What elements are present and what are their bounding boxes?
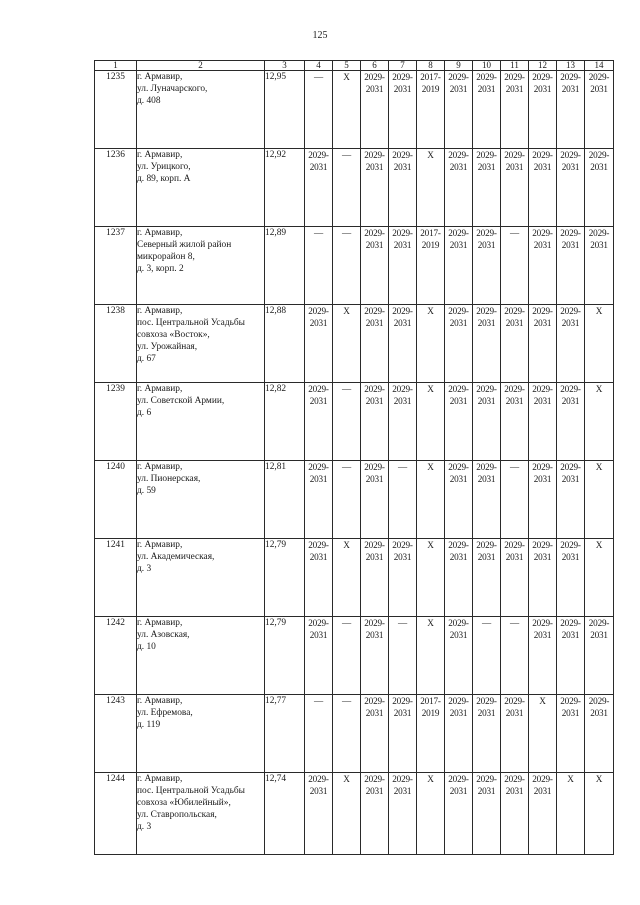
table-row: [95, 383, 614, 461]
record-number-cell: 1239: [95, 383, 137, 461]
period-cell-14: 2029- 2031: [585, 695, 614, 773]
housing-repair-table: [94, 60, 614, 855]
column-number: 8: [417, 61, 445, 71]
period-cell-4: 2029- 2031: [305, 149, 333, 227]
period-cell-14: X: [585, 539, 614, 617]
period-cell-13: 2029- 2031: [557, 227, 585, 305]
period-cell-13: 2029- 2031: [557, 71, 585, 149]
record-number-cell: 1244: [95, 773, 137, 855]
period-cell-9: 2029- 2031: [445, 305, 473, 383]
period-cell-4: 2029- 2031: [305, 617, 333, 695]
period-cell-9: 2029- 2031: [445, 617, 473, 695]
period-cell-12: 2029- 2031: [529, 773, 557, 855]
period-cell-12: 2029- 2031: [529, 149, 557, 227]
period-cell-7: 2029- 2031: [389, 305, 417, 383]
period-cell-14: X: [585, 305, 614, 383]
period-cell-11: —: [501, 227, 529, 305]
period-cell-9: 2029- 2031: [445, 149, 473, 227]
period-cell-12: X: [529, 695, 557, 773]
period-cell-5: X: [333, 71, 361, 149]
period-cell-7: 2029- 2031: [389, 149, 417, 227]
period-cell-8: X: [417, 461, 445, 539]
period-cell-7: 2029- 2031: [389, 695, 417, 773]
area-cell: 12,82: [265, 383, 305, 461]
area-cell: 12,79: [265, 539, 305, 617]
column-number: 1: [95, 61, 137, 71]
period-cell-10: 2029- 2031: [473, 149, 501, 227]
address-cell: г. Армавир, ул. Академическая, д. 3: [137, 539, 265, 617]
period-cell-8: X: [417, 539, 445, 617]
period-cell-9: 2029- 2031: [445, 773, 473, 855]
period-cell-8: X: [417, 149, 445, 227]
period-cell-4: 2029- 2031: [305, 305, 333, 383]
address-cell: г. Армавир, ул. Луначарского, д. 408: [137, 71, 265, 149]
area-cell: 12,92: [265, 149, 305, 227]
period-cell-9: 2029- 2031: [445, 461, 473, 539]
period-cell-9: 2029- 2031: [445, 383, 473, 461]
column-number: 10: [473, 61, 501, 71]
address-cell: г. Армавир, ул. Урицкого, д. 89, корп. А: [137, 149, 265, 227]
column-number: 14: [585, 61, 614, 71]
period-cell-6: 2029- 2031: [361, 617, 389, 695]
period-cell-7: —: [389, 617, 417, 695]
period-cell-12: 2029- 2031: [529, 71, 557, 149]
period-cell-14: 2029- 2031: [585, 227, 614, 305]
period-cell-5: —: [333, 227, 361, 305]
period-cell-6: 2029- 2031: [361, 539, 389, 617]
table-row: [95, 149, 614, 227]
period-cell-14: 2029- 2031: [585, 71, 614, 149]
period-cell-4: 2029- 2031: [305, 461, 333, 539]
column-number: 7: [389, 61, 417, 71]
period-cell-11: —: [501, 617, 529, 695]
period-cell-13: 2029- 2031: [557, 305, 585, 383]
period-cell-5: —: [333, 149, 361, 227]
period-cell-11: 2029- 2031: [501, 695, 529, 773]
address-cell: г. Армавир, ул. Ефремова, д. 119: [137, 695, 265, 773]
period-cell-6: 2029- 2031: [361, 305, 389, 383]
period-cell-4: —: [305, 695, 333, 773]
period-cell-9: 2029- 2031: [445, 227, 473, 305]
period-cell-6: 2029- 2031: [361, 71, 389, 149]
period-cell-6: 2029- 2031: [361, 149, 389, 227]
area-cell: 12,88: [265, 305, 305, 383]
period-cell-6: 2029- 2031: [361, 773, 389, 855]
area-cell: 12,81: [265, 461, 305, 539]
period-cell-4: 2029- 2031: [305, 773, 333, 855]
address-cell: г. Армавир, пос. Центральной Усадьбы совхоза «Восток», ул. Урожайная, д. 67: [137, 305, 265, 383]
period-cell-8: X: [417, 773, 445, 855]
period-cell-5: X: [333, 773, 361, 855]
period-cell-10: 2029- 2031: [473, 773, 501, 855]
period-cell-7: 2029- 2031: [389, 539, 417, 617]
period-cell-13: 2029- 2031: [557, 617, 585, 695]
period-cell-6: 2029- 2031: [361, 227, 389, 305]
period-cell-10: 2029- 2031: [473, 539, 501, 617]
period-cell-13: 2029- 2031: [557, 383, 585, 461]
period-cell-14: X: [585, 383, 614, 461]
period-cell-13: X: [557, 773, 585, 855]
record-number-cell: 1243: [95, 695, 137, 773]
period-cell-6: 2029- 2031: [361, 695, 389, 773]
column-number: 3: [265, 61, 305, 71]
table-row: [95, 227, 614, 305]
period-cell-13: 2029- 2031: [557, 461, 585, 539]
period-cell-6: 2029- 2031: [361, 383, 389, 461]
period-cell-8: 2017- 2019: [417, 227, 445, 305]
period-cell-10: 2029- 2031: [473, 383, 501, 461]
period-cell-5: X: [333, 539, 361, 617]
record-number-cell: 1238: [95, 305, 137, 383]
record-number-cell: 1242: [95, 617, 137, 695]
column-number: 4: [305, 61, 333, 71]
period-cell-14: 2029- 2031: [585, 617, 614, 695]
period-cell-9: 2029- 2031: [445, 695, 473, 773]
area-cell: 12,74: [265, 773, 305, 855]
period-cell-7: 2029- 2031: [389, 383, 417, 461]
period-cell-11: 2029- 2031: [501, 383, 529, 461]
period-cell-4: 2029- 2031: [305, 383, 333, 461]
area-cell: 12,95: [265, 71, 305, 149]
address-cell: г. Армавир, Северный жилой район микрорайон 8, д. 3, корп. 2: [137, 227, 265, 305]
record-number-cell: 1240: [95, 461, 137, 539]
period-cell-8: X: [417, 617, 445, 695]
period-cell-4: —: [305, 227, 333, 305]
page-number: 125: [312, 30, 328, 41]
period-cell-12: 2029- 2031: [529, 461, 557, 539]
address-cell: г. Армавир, ул. Азовская, д. 10: [137, 617, 265, 695]
period-cell-10: 2029- 2031: [473, 227, 501, 305]
table-row: [95, 539, 614, 617]
table-row: [95, 617, 614, 695]
period-cell-13: 2029- 2031: [557, 695, 585, 773]
period-cell-12: 2029- 2031: [529, 305, 557, 383]
record-number-cell: 1241: [95, 539, 137, 617]
period-cell-5: X: [333, 305, 361, 383]
column-number: 12: [529, 61, 557, 71]
period-cell-11: 2029- 2031: [501, 539, 529, 617]
period-cell-10: 2029- 2031: [473, 461, 501, 539]
period-cell-7: 2029- 2031: [389, 773, 417, 855]
column-number-row: [95, 61, 614, 71]
table-row: [95, 71, 614, 149]
period-cell-12: 2029- 2031: [529, 383, 557, 461]
period-cell-14: X: [585, 461, 614, 539]
period-cell-10: 2029- 2031: [473, 695, 501, 773]
period-cell-8: X: [417, 383, 445, 461]
period-cell-9: 2029- 2031: [445, 71, 473, 149]
period-cell-13: 2029- 2031: [557, 539, 585, 617]
period-cell-10: 2029- 2031: [473, 71, 501, 149]
area-cell: 12,77: [265, 695, 305, 773]
period-cell-8: 2017- 2019: [417, 695, 445, 773]
period-cell-12: 2029- 2031: [529, 539, 557, 617]
period-cell-10: —: [473, 617, 501, 695]
period-cell-11: 2029- 2031: [501, 71, 529, 149]
period-cell-9: 2029- 2031: [445, 539, 473, 617]
table-row: [95, 305, 614, 383]
period-cell-11: 2029- 2031: [501, 149, 529, 227]
period-cell-4: 2029- 2031: [305, 539, 333, 617]
period-cell-14: X: [585, 773, 614, 855]
address-cell: г. Армавир, ул. Советской Армии, д. 6: [137, 383, 265, 461]
table-row: [95, 461, 614, 539]
column-number: 13: [557, 61, 585, 71]
column-number: 5: [333, 61, 361, 71]
period-cell-6: 2029- 2031: [361, 461, 389, 539]
period-cell-7: —: [389, 461, 417, 539]
period-cell-11: —: [501, 461, 529, 539]
period-cell-7: 2029- 2031: [389, 71, 417, 149]
period-cell-5: —: [333, 617, 361, 695]
period-cell-11: 2029- 2031: [501, 773, 529, 855]
area-cell: 12,79: [265, 617, 305, 695]
area-cell: 12,89: [265, 227, 305, 305]
table-row: [95, 695, 614, 773]
period-cell-14: 2029- 2031: [585, 149, 614, 227]
record-number-cell: 1236: [95, 149, 137, 227]
column-number: 9: [445, 61, 473, 71]
record-number-cell: 1235: [95, 71, 137, 149]
period-cell-8: 2017- 2019: [417, 71, 445, 149]
period-cell-12: 2029- 2031: [529, 227, 557, 305]
period-cell-4: —: [305, 71, 333, 149]
period-cell-5: —: [333, 461, 361, 539]
period-cell-5: —: [333, 695, 361, 773]
period-cell-10: 2029- 2031: [473, 305, 501, 383]
period-cell-5: —: [333, 383, 361, 461]
column-number: 2: [137, 61, 265, 71]
column-number: 6: [361, 61, 389, 71]
address-cell: г. Армавир, ул. Пионерская, д. 59: [137, 461, 265, 539]
period-cell-11: 2029- 2031: [501, 305, 529, 383]
period-cell-13: 2029- 2031: [557, 149, 585, 227]
record-number-cell: 1237: [95, 227, 137, 305]
table-row: [95, 773, 614, 855]
column-number: 11: [501, 61, 529, 71]
address-cell: г. Армавир, пос. Центральной Усадьбы совхоза «Юбилейный», ул. Ставропольская, д. 3: [137, 773, 265, 855]
period-cell-12: 2029- 2031: [529, 617, 557, 695]
period-cell-8: X: [417, 305, 445, 383]
period-cell-7: 2029- 2031: [389, 227, 417, 305]
